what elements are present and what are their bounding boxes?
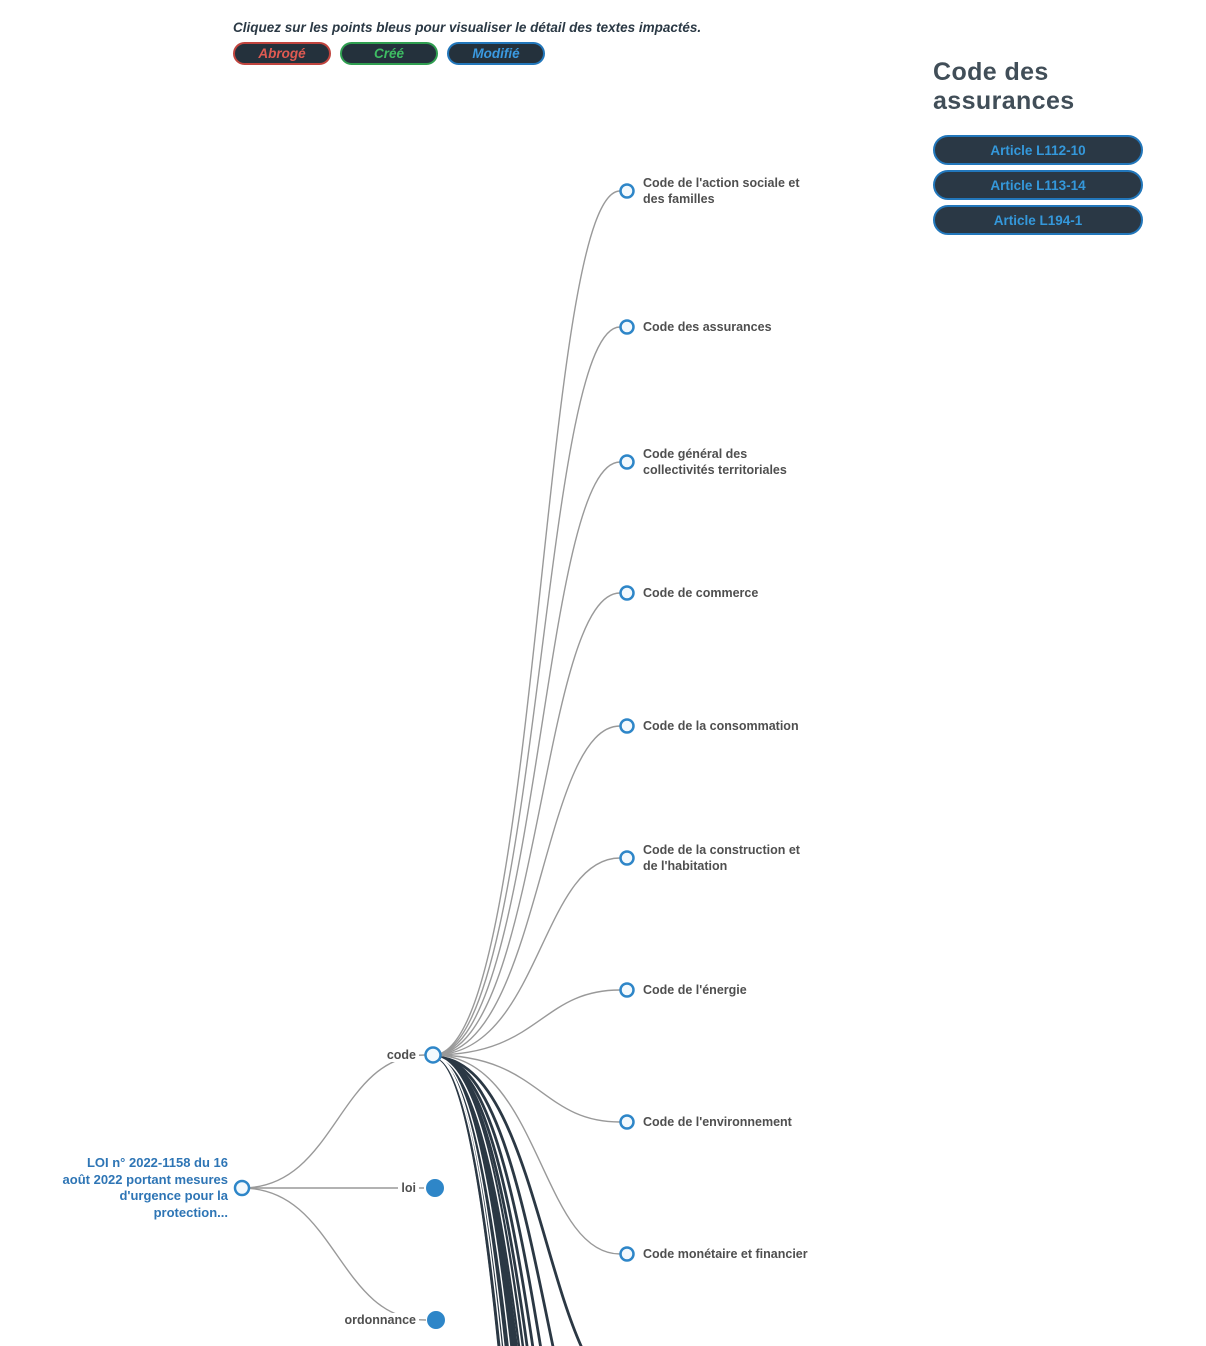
legend-abroge-pill[interactable]: Abrogé bbox=[233, 42, 331, 65]
leaf-label-action-sociale: Code de l'action sociale et des familles bbox=[643, 175, 800, 206]
leaf-label-consommation: Code de la consommation bbox=[643, 718, 799, 733]
loi-label: loi bbox=[398, 1181, 419, 1195]
instruction-text: Cliquez sur les points bleus pour visualiser le détail des textes impactés. bbox=[233, 20, 702, 35]
leaf-node-environnement[interactable] bbox=[621, 1116, 634, 1129]
article-button-l112-10[interactable]: Article L112-10 bbox=[933, 135, 1143, 165]
leaf-node-monetaire[interactable] bbox=[621, 1248, 634, 1261]
edge-code-leaf-1 bbox=[433, 327, 620, 1055]
leaf-label-monetaire: Code monétaire et financier bbox=[643, 1246, 808, 1261]
edge-code-leaf-6 bbox=[433, 990, 620, 1055]
leaf-label-construction: Code de la construction et de l'habitation bbox=[643, 842, 800, 873]
code-node[interactable] bbox=[426, 1048, 441, 1063]
ordonnance-label: ordonnance bbox=[341, 1313, 419, 1327]
legend-cree-pill[interactable]: Créé bbox=[340, 42, 438, 65]
ordonnance-node[interactable] bbox=[428, 1312, 445, 1329]
leaf-node-action-sociale[interactable] bbox=[621, 185, 634, 198]
leaf-label-collectivites: Code général des collectivités territoriales bbox=[643, 446, 787, 477]
article-button-l194-1[interactable]: Article L194-1 bbox=[933, 205, 1143, 235]
leaf-node-commerce[interactable] bbox=[621, 587, 634, 600]
bundle-edge bbox=[434, 1057, 662, 1346]
root-node[interactable] bbox=[235, 1181, 249, 1195]
edge-root-code bbox=[242, 1055, 425, 1188]
leaf-label-commerce: Code de commerce bbox=[643, 585, 759, 600]
leaf-node-collectivites[interactable] bbox=[621, 456, 634, 469]
tree-edges bbox=[242, 191, 620, 1320]
tree-nodes bbox=[235, 185, 634, 1329]
edge-code-leaf-2 bbox=[433, 462, 620, 1055]
leaf-node-consommation[interactable] bbox=[621, 720, 634, 733]
edge-root-ordonnance bbox=[242, 1188, 426, 1320]
article-button-l113-14[interactable]: Article L113-14 bbox=[933, 170, 1143, 200]
leaf-node-energie[interactable] bbox=[621, 984, 634, 997]
panel-title: Code des assurances bbox=[933, 58, 1075, 115]
leaf-node-construction[interactable] bbox=[621, 852, 634, 865]
edge-code-leaf-5 bbox=[433, 858, 620, 1055]
loi-node[interactable] bbox=[427, 1180, 444, 1197]
leaf-label-energie: Code de l'énergie bbox=[643, 982, 747, 997]
edge-bundle bbox=[434, 1057, 710, 1346]
root-label: LOI n° 2022-1158 du 16 août 2022 portant mesures d'urgence pour la protection... bbox=[62, 1154, 228, 1220]
code-label: code bbox=[384, 1048, 419, 1062]
leaf-label-assurances: Code des assurances bbox=[643, 319, 772, 334]
leaf-node-assurances[interactable] bbox=[621, 321, 634, 334]
leaf-label-environnement: Code de l'environnement bbox=[643, 1114, 792, 1129]
legend-modifie-pill[interactable]: Modifié bbox=[447, 42, 545, 65]
edge-code-leaf-4 bbox=[433, 726, 620, 1055]
